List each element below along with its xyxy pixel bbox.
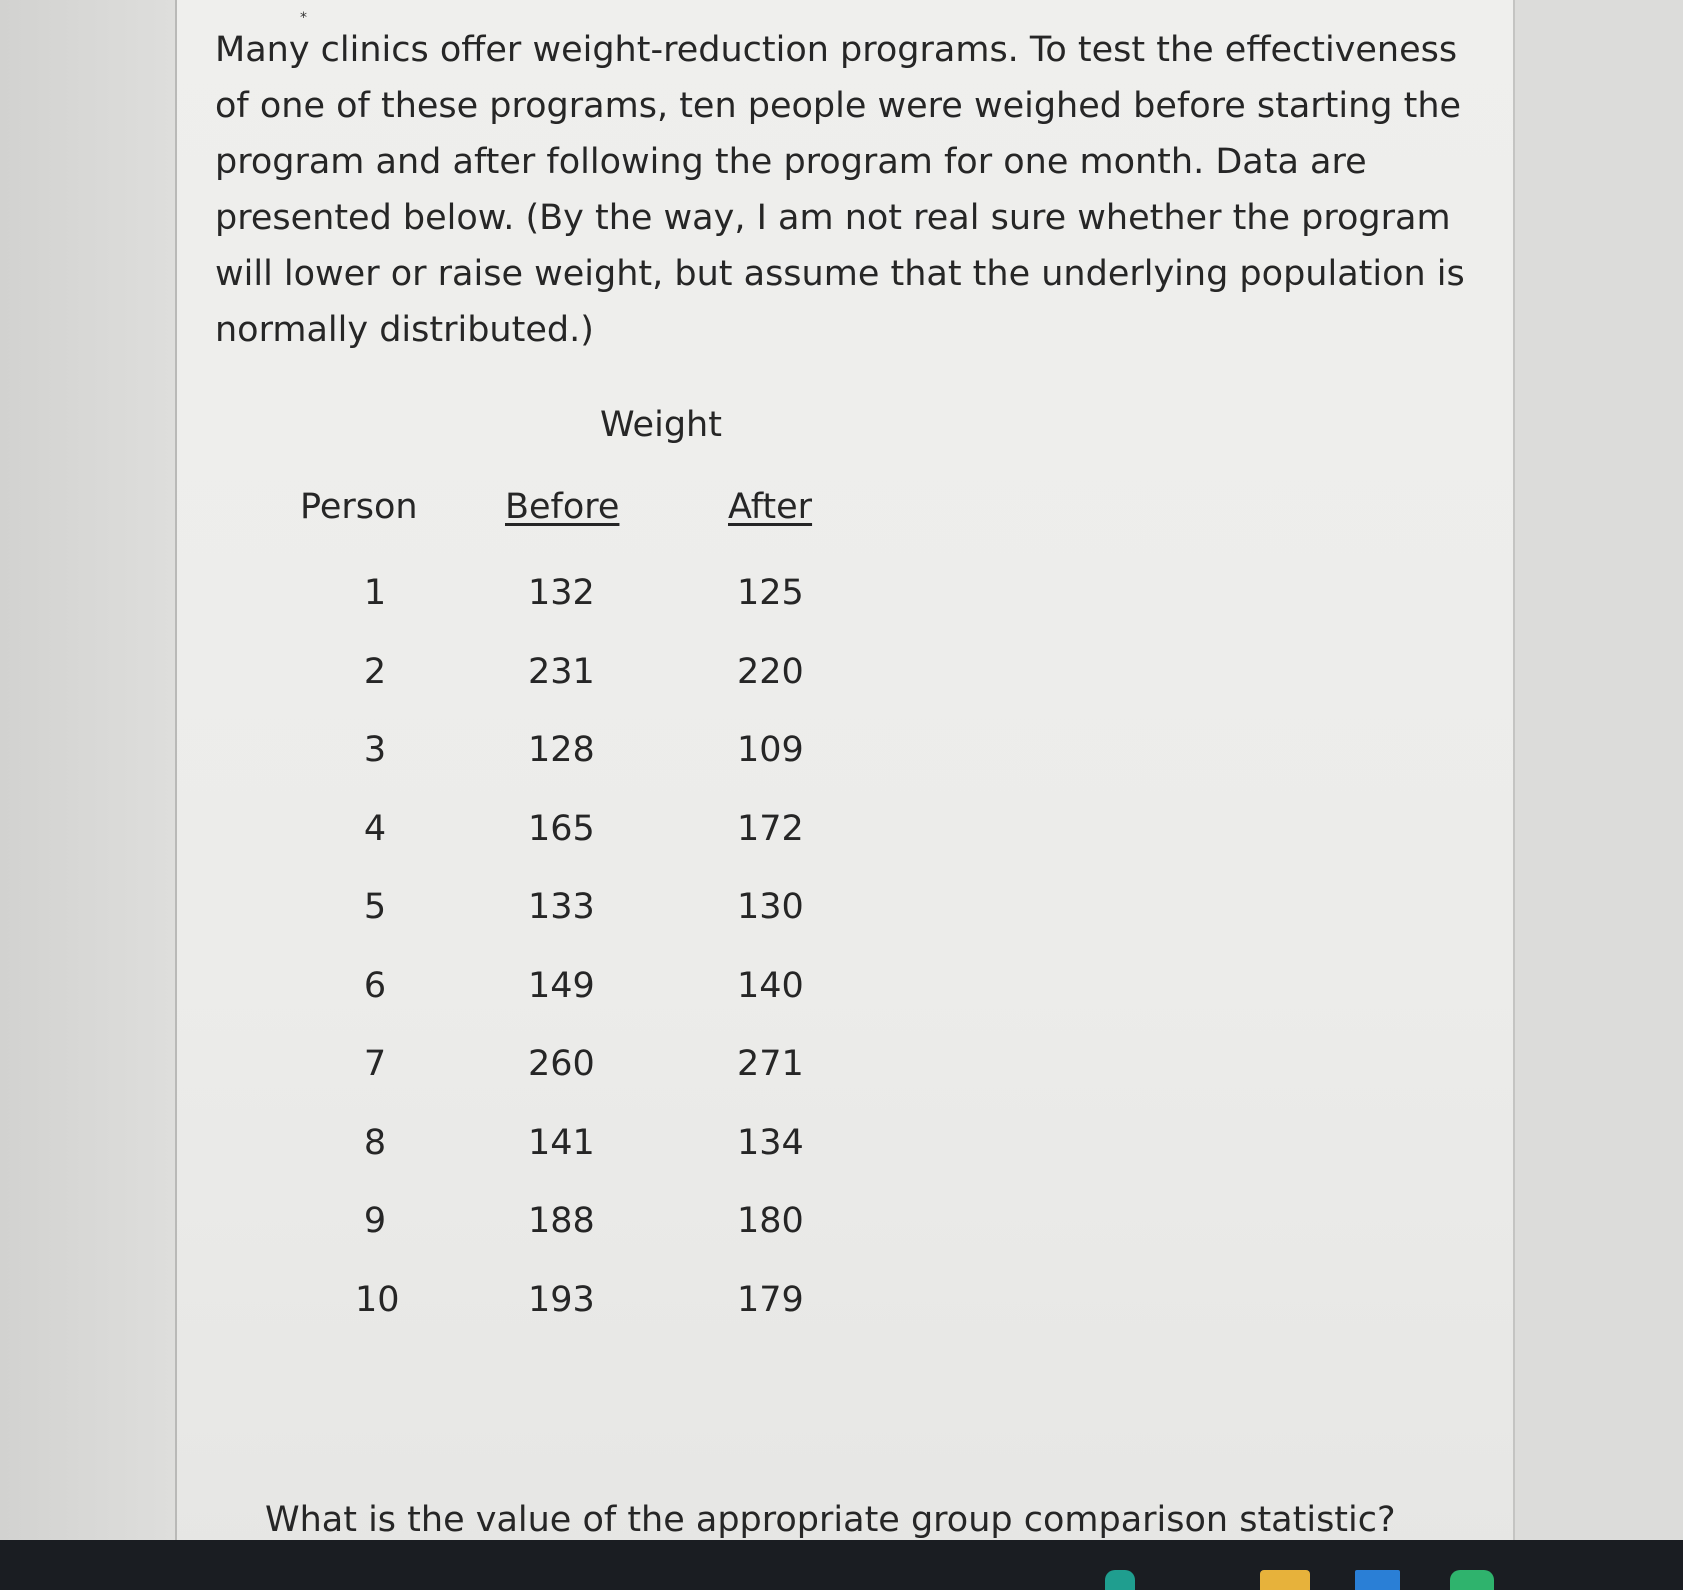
table-row [280, 809, 880, 888]
after-cell: 172 [737, 808, 804, 849]
before-cell: 188 [528, 1201, 595, 1241]
table-row [280, 1280, 880, 1359]
table-row [280, 730, 880, 809]
table-row [280, 1201, 880, 1280]
table-row [280, 887, 880, 966]
taskbar-browser-icon[interactable] [1450, 1570, 1494, 1590]
after-cell: 220 [737, 651, 804, 692]
taskbar-app-icon[interactable] [1105, 1570, 1135, 1590]
after-cell: 134 [737, 1122, 804, 1163]
left-margin [0, 0, 175, 1590]
table-row [280, 1123, 880, 1202]
person-cell: 10 [355, 1279, 400, 1320]
after-cell: 140 [737, 965, 804, 1006]
before-cell: 165 [528, 808, 595, 849]
problem-intro: Many clinics offer weight-reduction programs. To test the effectiveness of one of these programs, ten people were weighed before starting the program and after following the program for one month. Data are presented below. (By the way, I am not real sure whether the program will lower or raise weight, but assume that the underlying population is normally distributed.) [215, 30, 1465, 350]
stray-mark: * [300, 10, 307, 26]
before-cell: 128 [528, 730, 595, 770]
after-cell: 180 [737, 1201, 804, 1241]
before-cell: 231 [528, 651, 595, 692]
before-column-header: Before [505, 487, 620, 527]
taskbar-folder-icon[interactable] [1260, 1570, 1310, 1590]
table-row [280, 1044, 880, 1123]
person-cell: 7 [363, 1044, 387, 1084]
table-row [280, 966, 880, 1045]
before-cell: 132 [528, 573, 595, 613]
person-cell: 1 [363, 573, 387, 613]
person-cell: 6 [363, 965, 387, 1006]
person-cell: 5 [363, 887, 387, 927]
before-cell: 260 [528, 1044, 595, 1084]
after-cell: 179 [737, 1279, 804, 1320]
monitor-bezel [0, 1540, 1683, 1590]
table-row [280, 573, 880, 652]
person-cell: 8 [363, 1122, 387, 1163]
person-cell: 4 [363, 808, 387, 849]
person-cell: 9 [363, 1201, 387, 1241]
table-body [280, 573, 880, 1358]
taskbar-store-icon[interactable] [1355, 1570, 1400, 1590]
before-cell: 133 [528, 887, 595, 927]
person-cell: 3 [363, 730, 387, 770]
after-column-header: After [728, 487, 813, 527]
before-cell: 141 [528, 1122, 595, 1163]
after-cell: 125 [737, 573, 804, 613]
table-row [280, 652, 880, 731]
weight-group-header: Weight [600, 405, 722, 445]
after-cell: 109 [737, 730, 804, 770]
person-cell: 2 [363, 651, 387, 692]
right-margin [1515, 0, 1683, 1590]
person-column-header: Person [300, 487, 418, 527]
question-text: What is the value of the appropriate group comparison statistic? [265, 1500, 1396, 1540]
after-cell: 130 [737, 887, 804, 927]
before-cell: 149 [528, 965, 595, 1006]
after-cell: 271 [737, 1044, 804, 1084]
before-cell: 193 [528, 1279, 595, 1320]
